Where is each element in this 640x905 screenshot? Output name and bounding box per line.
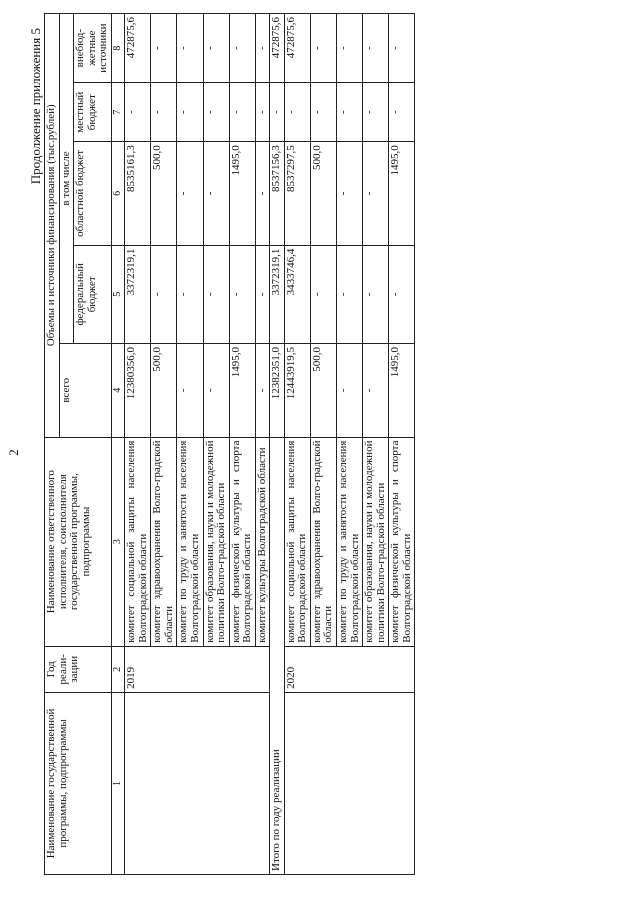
extra-cell: - <box>229 14 255 83</box>
executor-cell: комитет здравоохранения Волго-градской области <box>310 437 336 646</box>
regional-cell: - <box>363 142 389 245</box>
executor-cell: комитет культуры Волгоградской области <box>255 437 270 646</box>
federal-cell: - <box>229 245 255 343</box>
extra-cell: 472875,6 <box>270 14 285 83</box>
extra-cell: - <box>363 14 389 83</box>
program-cell <box>284 692 414 874</box>
total-cell: 12443919,5 <box>284 344 310 438</box>
regional-cell: 8537156,3 <box>270 142 285 245</box>
financing-table <box>44 13 415 875</box>
local-cell: - <box>125 83 151 142</box>
total-cell: - <box>363 344 389 438</box>
executor-cell: комитет по труду и занятости населения Волгоградской области <box>336 437 362 646</box>
extra-cell: - <box>255 14 270 83</box>
header-year: Год реали-зации <box>45 646 112 692</box>
federal-cell: 3433746,4 <box>284 245 310 343</box>
table-row <box>284 14 310 875</box>
col-index: 7 <box>111 83 125 142</box>
total-cell: 1495,0 <box>229 344 255 438</box>
federal-cell: - <box>177 245 203 343</box>
column-index-row <box>111 14 125 875</box>
header-including: в том числе <box>59 14 74 344</box>
local-cell: - <box>284 83 310 142</box>
appendix-caption: Продолжение приложения 5 <box>28 28 43 185</box>
regional-cell: - <box>336 142 362 245</box>
header-executor: Наименование ответственного исполнителя, соисполнителя государственной программы, подпрограммы <box>45 437 112 646</box>
header-financing-group: Объемы и источники финансирования (тыс.рублей) <box>45 14 60 438</box>
col-index: 2 <box>111 646 125 692</box>
regional-cell: 8537297,5 <box>284 142 310 245</box>
executor-cell: комитет здравоохранения Волго-градской области <box>151 437 177 646</box>
total-cell: 1495,0 <box>389 344 415 438</box>
total-cell: 500,0 <box>151 344 177 438</box>
regional-cell: - <box>203 142 229 245</box>
year-cell: 2020 <box>284 646 414 692</box>
executor-cell: комитет физической культуры и спорта Волгоградской области <box>229 437 255 646</box>
local-cell: - <box>310 83 336 142</box>
local-cell: - <box>255 83 270 142</box>
federal-cell: - <box>389 245 415 343</box>
federal-cell: - <box>151 245 177 343</box>
header-extra: внебюд-жетные источники <box>74 14 112 83</box>
executor-cell: комитет образования, науки и молодежной политики Волго-градской области <box>363 437 389 646</box>
regional-cell: - <box>177 142 203 245</box>
header-row-1 <box>45 14 60 875</box>
local-cell: - <box>177 83 203 142</box>
col-index: 3 <box>111 437 125 646</box>
total-cell: - <box>255 344 270 438</box>
extra-cell: 472875,6 <box>284 14 310 83</box>
total-cell: - <box>336 344 362 438</box>
local-cell: - <box>389 83 415 142</box>
local-cell: - <box>151 83 177 142</box>
col-index: 6 <box>111 142 125 245</box>
regional-cell: 500,0 <box>151 142 177 245</box>
total-cell: 500,0 <box>310 344 336 438</box>
total-cell: 12380356,0 <box>125 344 151 438</box>
total-label: Итого по году реализации <box>270 437 285 874</box>
regional-cell: 1495,0 <box>229 142 255 245</box>
local-cell: - <box>229 83 255 142</box>
total-row <box>270 14 285 875</box>
extra-cell: - <box>389 14 415 83</box>
extra-cell: - <box>177 14 203 83</box>
regional-cell: 8535161,3 <box>125 142 151 245</box>
local-cell: - <box>203 83 229 142</box>
col-index: 1 <box>111 692 125 874</box>
program-cell <box>125 692 270 874</box>
total-cell: - <box>203 344 229 438</box>
executor-cell: комитет по труду и занятости населения Волгоградской области <box>177 437 203 646</box>
executor-cell: комитет образования, науки и молодежной политики Волго-градской области <box>203 437 229 646</box>
table-row <box>125 14 151 875</box>
col-index: 4 <box>111 344 125 438</box>
regional-cell: 1495,0 <box>389 142 415 245</box>
regional-cell: - <box>255 142 270 245</box>
extra-cell: - <box>310 14 336 83</box>
header-total: всего <box>59 344 111 438</box>
extra-cell: - <box>203 14 229 83</box>
extra-cell: - <box>336 14 362 83</box>
federal-cell: - <box>255 245 270 343</box>
federal-cell: - <box>363 245 389 343</box>
local-cell: - <box>270 83 285 142</box>
executor-cell: комитет социальной защиты населения Волгоградской области <box>125 437 151 646</box>
page-number: 2 <box>6 449 21 456</box>
total-cell: - <box>177 344 203 438</box>
federal-cell: - <box>336 245 362 343</box>
total-cell: 12382351,0 <box>270 344 285 438</box>
federal-cell: 3372319,1 <box>125 245 151 343</box>
federal-cell: - <box>203 245 229 343</box>
header-regional: областной бюджет <box>74 142 112 245</box>
header-local: местный бюджет <box>74 83 112 142</box>
regional-cell: 500,0 <box>310 142 336 245</box>
local-cell: - <box>363 83 389 142</box>
executor-cell: комитет физической культуры и спорта Волгоградской области <box>389 437 415 646</box>
year-cell: 2019 <box>125 646 270 692</box>
federal-cell: 3372319,1 <box>270 245 285 343</box>
header-program-name: Наименование государственной программы, подпрограммы <box>45 692 112 874</box>
col-index: 8 <box>111 14 125 83</box>
federal-cell: - <box>310 245 336 343</box>
local-cell: - <box>336 83 362 142</box>
extra-cell: 472875,6 <box>125 14 151 83</box>
col-index: 5 <box>111 245 125 343</box>
extra-cell: - <box>151 14 177 83</box>
header-federal: федеральный бюджет <box>74 245 112 343</box>
executor-cell: комитет социальной защиты населения Волгоградской области <box>284 437 310 646</box>
